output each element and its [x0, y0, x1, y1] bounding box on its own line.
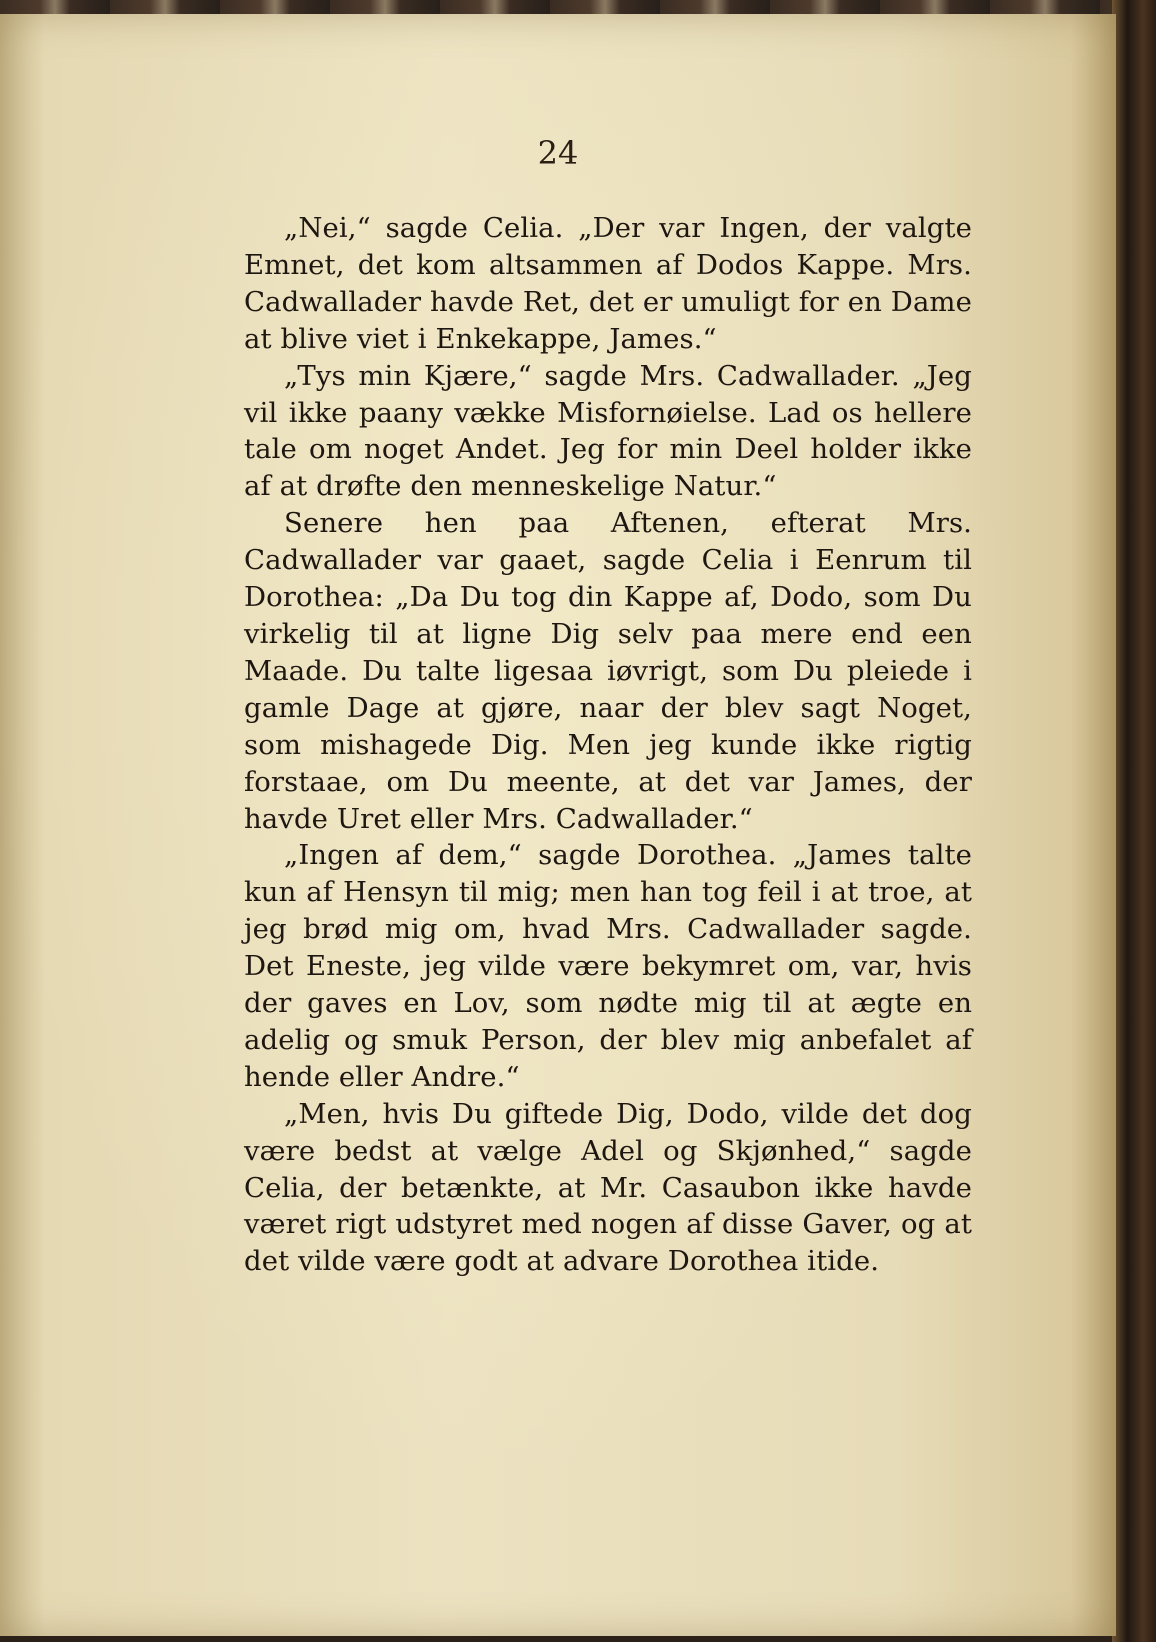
page-number: 24 — [537, 134, 579, 172]
paragraph-1: „Nei,“ sagde Celia. „Der var Ingen, der valgte Emnet, det kom altsammen af Dodos Kappe. Mrs. Cadwallader havde Ret, det er umuligt for en Dame at blive viet i Enkekappe, James.“ — [244, 212, 972, 355]
paragraph-2: „Tys min Kjære,“ sagde Mrs. Cadwallader. „Jeg vil ikke paany vække Misfornøielse. Lad os hellere tale om noget Andet. Jeg for min Deel holder ikke af at drøfte den menneskelige Natur.“ — [244, 359, 972, 503]
paragraph-5: „Men, hvis Du giftede Dig, Dodo, vilde det dog være bedst at vælge Adel og Skjønhed,“ sagde Celia, der betænkte, at Mr. Casaubon ikke havde været rigt udstyret med nogen af disse Gaver, og at det vilde være godt at advare Dorothea itide. — [244, 1097, 972, 1278]
paragraph-4: „Ingen af dem,“ sagde Dorothea. „James talte kun af Hensyn til mig; men han tog feil i at troe, at jeg brød mig om, hvad Mrs. Cadwallader sagde. Det Eneste, jeg vilde være bekymret om, var, hvis der gaves en Lov, som nødte mig til at ægte en adelig og smuk Person, der blev mig anbefalet af hende eller Andre.“ — [244, 839, 972, 1093]
body-text — [244, 210, 972, 1280]
book-spine-edge — [1112, 0, 1156, 1642]
paragraph-3: Senere hen paa Aftenen, efterat Mrs. Cadwallader var gaaet, sagde Celia i Eenrum til Dorothea: „Da Du tog din Kappe af, Dodo, som Du virkelig til at ligne Dig selv paa mere end een Maade. Du talte ligesaa iøvrigt, som Du pleiede i gamle Dage at gjøre, naar der blev sagt Noget, som mishagede Dig. Men jeg kunde ikke rigtig forstaae, om Du meente, at det var James, der havde Uret eller Mrs. Cadwallader.“ — [244, 507, 972, 835]
page-sheet — [0, 14, 1116, 1636]
